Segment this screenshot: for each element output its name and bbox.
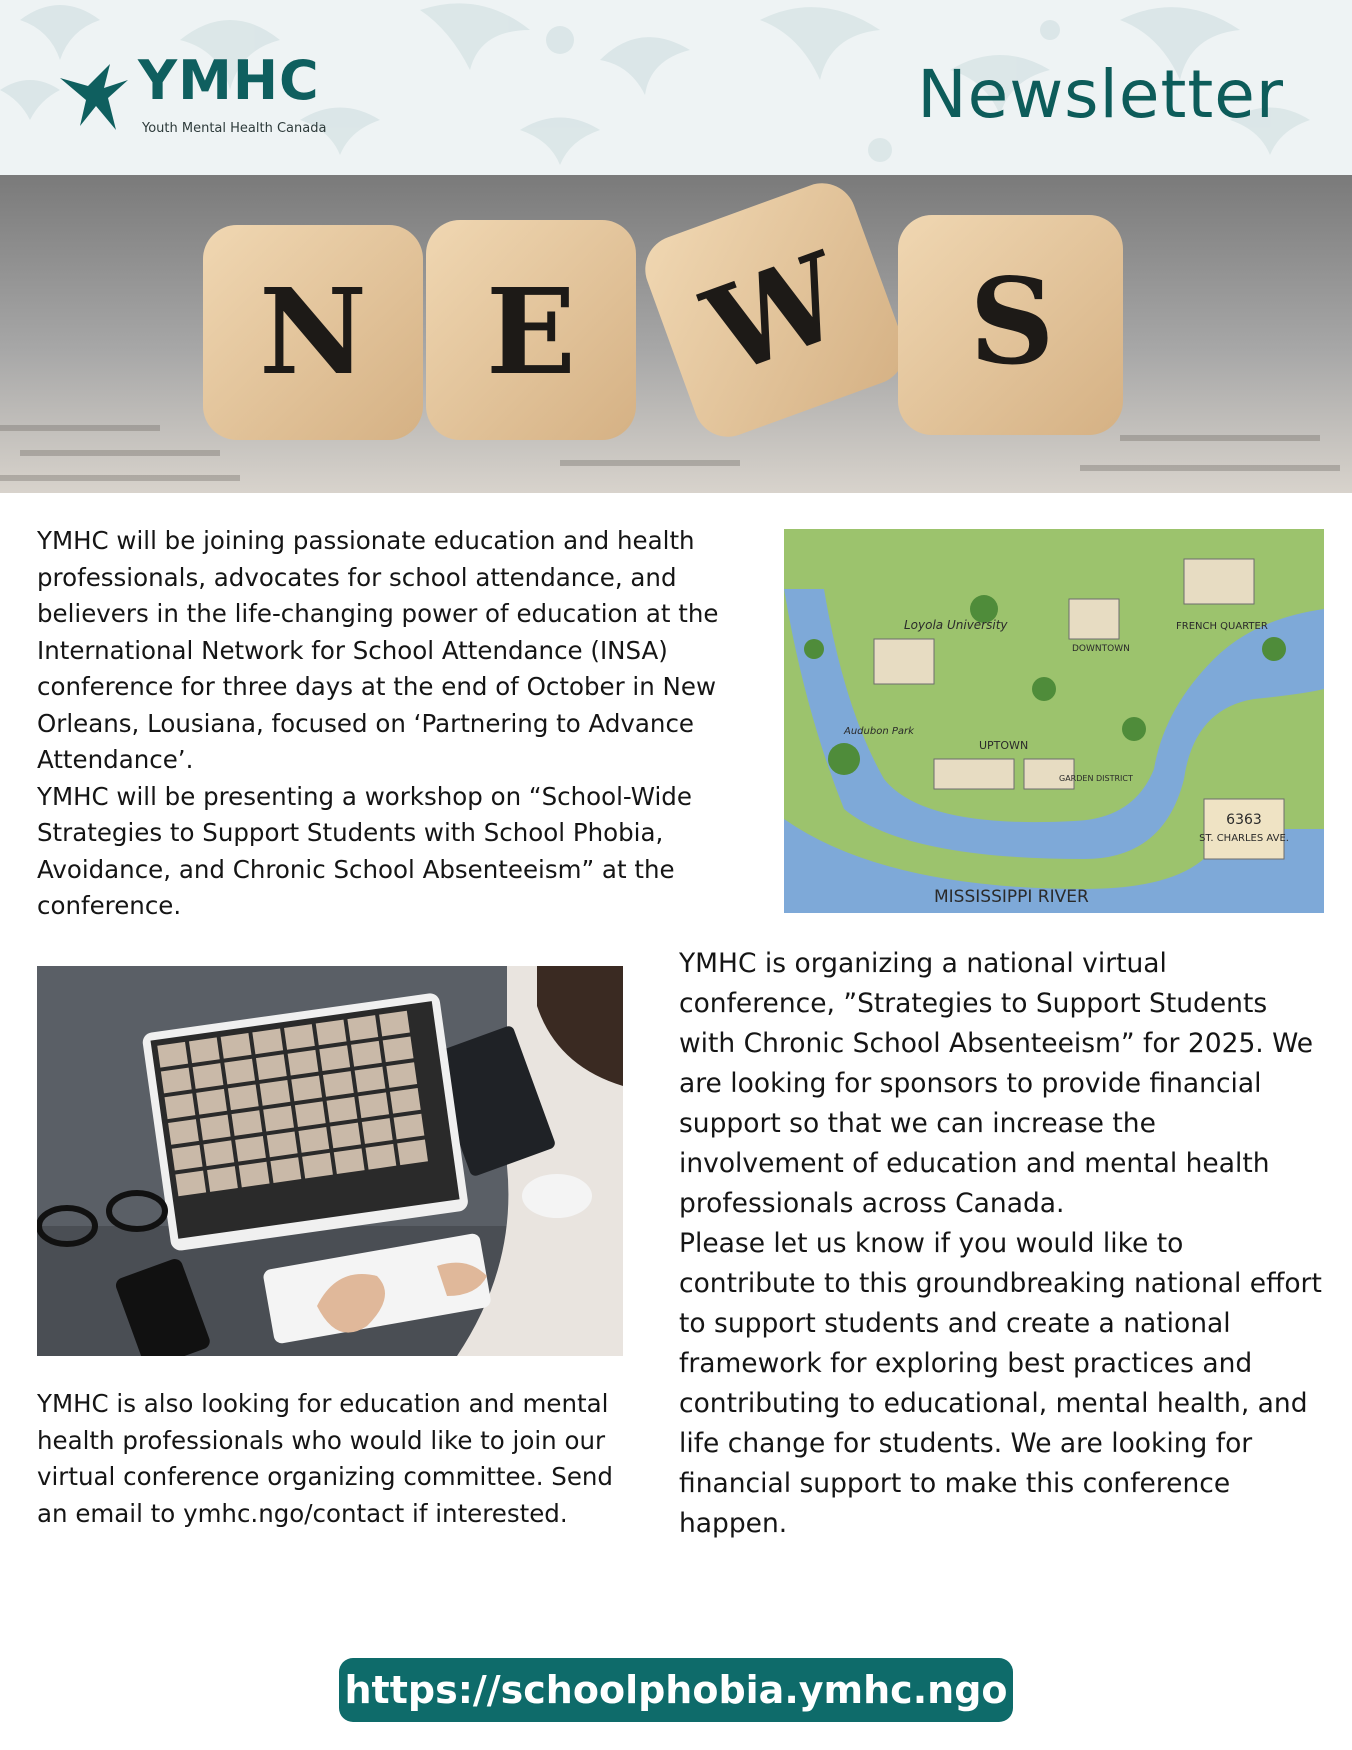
committee-paragraph: YMHC is also looking for education and mental health professionals who would like to join our virtual conference organizing committee. Send an email to ymhc.ngo/contact if interested. [37, 1389, 613, 1528]
newsletter-header [0, 0, 1352, 175]
dice-letter-s: S [969, 252, 1055, 391]
news-banner-image [0, 175, 1352, 493]
page-title: Newsletter [917, 56, 1284, 133]
map-label-address-number: 6363 [1226, 812, 1262, 828]
dice-letter-w: W [688, 225, 861, 402]
sponsors-text [679, 944, 1324, 1544]
intro-paragraph-1: YMHC will be joining passionate education and health professionals, advocates for school attendance, and believers in the life-changing power of education at the International Network for School Attendance (INSA) conference for three days at the end of October in New Orleans, Lousiana, focused on ‘Partnering to Advance Attendance’. [37, 526, 719, 774]
map-label-audubon: Audubon Park [844, 726, 914, 737]
brand-name: YMHC [138, 49, 320, 112]
virtual-meeting-laptop-image [37, 966, 623, 1356]
new-orleans-map-image [784, 529, 1324, 913]
dice-letter-e: E [486, 262, 576, 401]
ymhc-logo [58, 49, 358, 148]
map-label-address-street: ST. CHARLES AVE. [1199, 833, 1289, 844]
sponsors-paragraph-2: Please let us know if you would like to contribute to this groundbreaking national effort to support students and create a national framework for exploring best practices and contributing to educational, mental health, and life change for students. We are looking for financial support to make this conference happen. [679, 1228, 1322, 1539]
map-label-uptown: UPTOWN [979, 739, 1029, 752]
map-label-downtown: DOWNTOWN [1072, 644, 1130, 654]
map-label-french-quarter: FRENCH QUARTER [1176, 621, 1268, 632]
insa-conference-text [37, 523, 775, 925]
map-label-river: MISSISSIPPI RIVER [934, 887, 1089, 907]
dice-letter-n: N [259, 262, 367, 401]
committee-text [37, 1386, 647, 1532]
bird-logo-icon [58, 58, 134, 138]
map-label-loyola: Loyola University [904, 618, 1008, 632]
brand-subtitle: Youth Mental Health Canada [142, 121, 327, 136]
intro-paragraph-2: YMHC will be presenting a workshop on “School-Wide Strategies to Support Students with School Phobia, Avoidance, and Chronic School Absenteeism” at the conference. [37, 781, 692, 920]
sponsors-paragraph-1: YMHC is organizing a national virtual conference, ”Strategies to Support Students with Chronic School Absenteeism” for 2025. We are looking for sponsors to provide financial support so that we can increase the involvement of education and mental health professionals across Canada. [679, 948, 1314, 1219]
map-label-garden-district: GARDEN DISTRICT [1059, 774, 1133, 783]
footer-url-link[interactable]: https://schoolphobia.ymhc.ngo [339, 1658, 1013, 1722]
